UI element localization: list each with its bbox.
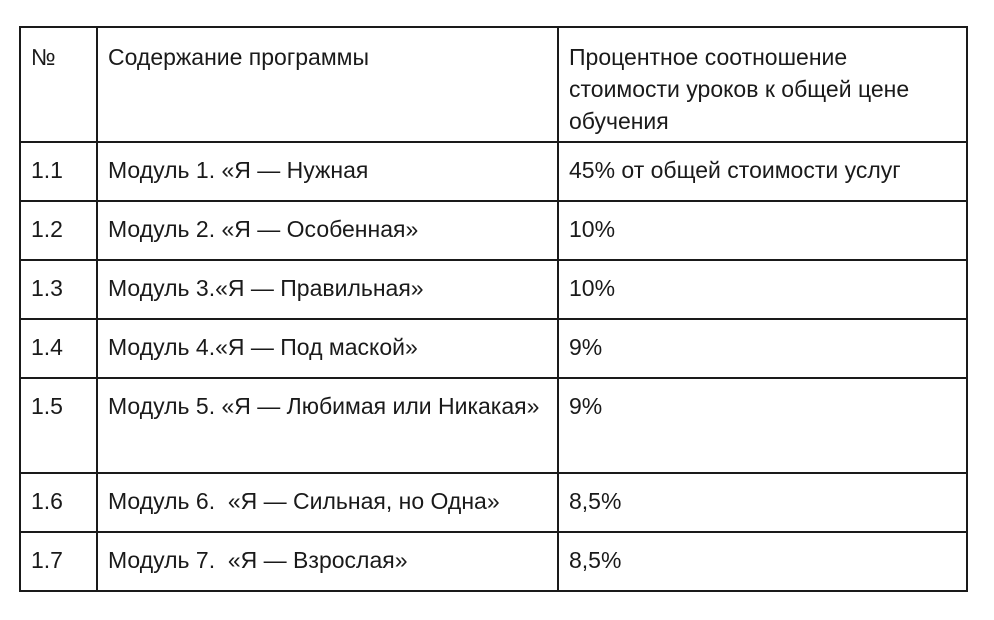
row-number: 1.2 [20, 201, 97, 260]
table-row [20, 473, 967, 532]
row-percent: 10% [558, 201, 967, 260]
header-content: Содержание программы [97, 27, 558, 142]
program-table [19, 26, 968, 592]
row-number: 1.4 [20, 319, 97, 378]
row-percent: 8,5% [558, 473, 967, 532]
row-content: Модуль 1. «Я — Нужная [97, 142, 558, 201]
row-number: 1.3 [20, 260, 97, 319]
row-content: Модуль 7. «Я — Взрослая» [97, 532, 558, 591]
row-number: 1.7 [20, 532, 97, 591]
table-row [20, 532, 967, 591]
row-content: Модуль 3.«Я — Правильная» [97, 260, 558, 319]
row-percent: 9% [558, 319, 967, 378]
header-percent: Процентное соотношение стоимости уроков к общей цене обучения [558, 27, 967, 142]
table-row [20, 201, 967, 260]
header-number: № [20, 27, 97, 142]
table-row [20, 260, 967, 319]
table-row [20, 319, 967, 378]
row-percent: 8,5% [558, 532, 967, 591]
table-row [20, 142, 967, 201]
row-percent: 45% от общей стоимости услуг [558, 142, 967, 201]
table-header-row [20, 27, 967, 142]
table-row [20, 378, 967, 473]
row-percent: 10% [558, 260, 967, 319]
row-content: Модуль 2. «Я — Особенная» [97, 201, 558, 260]
row-number: 1.5 [20, 378, 97, 473]
row-percent: 9% [558, 378, 967, 473]
row-content: Модуль 5. «Я — Любимая или Никакая» [97, 378, 558, 473]
row-content: Модуль 4.«Я — Под маской» [97, 319, 558, 378]
row-number: 1.6 [20, 473, 97, 532]
row-number: 1.1 [20, 142, 97, 201]
row-content: Модуль 6. «Я — Сильная, но Одна» [97, 473, 558, 532]
